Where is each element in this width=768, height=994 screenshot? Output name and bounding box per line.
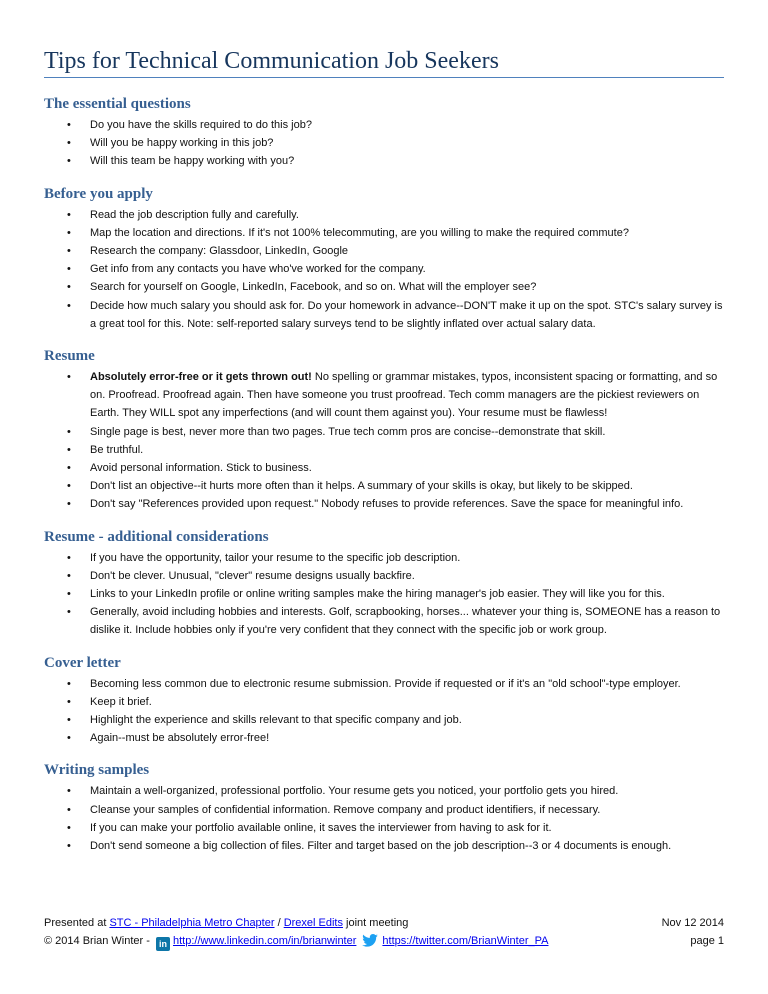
footer-row-1	[44, 914, 724, 932]
bullet-icon: •	[67, 714, 71, 727]
bullet-icon: •	[67, 785, 71, 798]
list-item-emphasis: Absolutely error-free or it gets thrown out!	[90, 371, 312, 384]
drexel-edits-link[interactable]: Drexel Edits	[283, 917, 343, 929]
bullet-list	[44, 368, 724, 514]
list-item-text: Don't say "References provided upon request." Nobody refuses to provide references. Save the space for meaningful info.	[90, 498, 684, 511]
list-item	[44, 206, 724, 224]
footer-separator: /	[274, 917, 284, 929]
list-item	[44, 368, 724, 423]
list-item	[44, 260, 724, 278]
section-heading: Cover letter	[44, 654, 121, 671]
twitter-url-link[interactable]: https://twitter.com/BrianWinter_PA	[382, 935, 549, 947]
list-item-text: Decide how much salary you should ask for. Do your homework in advance--DON'T make it up on the spot. STC's salary survey is a great tool for this. Note: self-reported salary surveys tend to be slightly inflated over actual salary data.	[90, 299, 723, 330]
footer	[44, 914, 724, 950]
list-item	[44, 549, 724, 567]
page-title: Tips for Technical Communication Job Seekers	[44, 47, 724, 78]
section-heading: Before you apply	[44, 185, 153, 202]
bullet-icon: •	[67, 245, 71, 258]
bullet-icon: •	[67, 462, 71, 475]
bullet-icon: •	[67, 569, 71, 582]
list-item	[44, 675, 724, 693]
bullet-icon: •	[67, 840, 71, 853]
list-item	[44, 152, 724, 170]
bullet-icon: •	[67, 803, 71, 816]
section-heading: The essential questions	[44, 96, 191, 112]
list-item	[44, 819, 724, 837]
section	[44, 347, 724, 514]
list-item	[44, 837, 724, 855]
list-item	[44, 585, 724, 603]
bullet-icon: •	[67, 226, 71, 239]
linkedin-url-link[interactable]: http://www.linkedin.com/in/brianwinter	[172, 935, 357, 947]
list-item	[44, 567, 724, 585]
bullet-icon: •	[67, 695, 71, 708]
bullet-icon: •	[67, 155, 71, 168]
list-item-text: Map the location and directions. If it's not 100% telecommuting, are you willing to make the required commute?	[90, 226, 629, 239]
list-item	[44, 423, 724, 441]
list-item	[44, 116, 724, 134]
list-item-text: Don't list an objective--it hurts more often than it helps. A summary of your skills is okay, but likely to be skipped.	[90, 480, 633, 493]
bullet-list	[44, 549, 724, 640]
bullet-list	[44, 206, 724, 333]
section	[44, 95, 724, 171]
section-heading: Resume	[44, 348, 95, 365]
bullet-icon: •	[67, 137, 71, 150]
bullet-icon: •	[67, 208, 71, 221]
bullet-icon: •	[67, 263, 71, 276]
list-item-text: No spelling or grammar mistakes, typos, inconsistent spacing or formatting, and so on. Proofread. Proofread again. Then have someone you trust proofread. Tech comm managers are the pickiest reviewers on Earth. They WILL spot any imperfections (and will count them against you). Your resume must be flawless!	[90, 371, 718, 420]
list-item-text: Avoid personal information. Stick to business.	[90, 462, 312, 475]
footer-presented-prefix: Presented at	[44, 917, 110, 929]
bullet-icon: •	[67, 119, 71, 131]
list-item-text: Read the job description fully and carefully.	[90, 208, 299, 221]
bullet-list	[44, 782, 724, 855]
bullet-list	[44, 675, 724, 748]
list-item-text: If you have the opportunity, tailor your resume to the specific job description.	[90, 551, 461, 564]
list-item-text: Research the company: Glassdoor, LinkedIn, Google	[90, 245, 349, 258]
list-item	[44, 242, 724, 260]
list-item	[44, 459, 724, 477]
list-item	[44, 729, 724, 747]
section	[44, 761, 724, 855]
bullet-icon: •	[67, 551, 71, 564]
list-item-text: Will you be happy working in this job?	[90, 137, 274, 150]
footer-row-2	[44, 932, 724, 950]
list-item-text: If you can make your portfolio available online, it saves the interviewer from having to ask for it.	[90, 821, 552, 834]
bullet-icon: •	[67, 281, 71, 294]
list-item-text: Becoming less common due to electronic resume submission. Provide if requested or if it's an "old school"-type employer.	[90, 677, 681, 690]
bullet-icon: •	[67, 606, 71, 619]
list-item-text: Single page is best, never more than two pages. True tech comm pros are concise--demonstrate that skill.	[90, 425, 606, 438]
content-body	[44, 95, 724, 869]
list-item-text: Don't be clever. Unusual, "clever" resume designs usually backfire.	[90, 569, 415, 582]
list-item-text: Search for yourself on Google, LinkedIn, Facebook, and so on. What will the employer see?	[90, 281, 537, 294]
linkedin-icon: in	[156, 937, 170, 951]
bullet-icon: •	[67, 425, 71, 438]
bullet-icon: •	[67, 677, 71, 690]
list-item	[44, 441, 724, 459]
bullet-icon: •	[67, 371, 71, 384]
bullet-icon: •	[67, 480, 71, 493]
list-item-text: Generally, avoid including hobbies and interests. Golf, scrapbooking, horses... whatever your thing is, SOMEONE has a reason to dislike it. Include hobbies only if you're very confident that they connect with the specific job or work group.	[90, 606, 721, 637]
list-item-text: Cleanse your samples of confidential information. Remove company and product identifiers, if necessary.	[90, 803, 601, 816]
section-heading: Writing samples	[44, 762, 150, 779]
list-item-text: Do you have the skills required to do this job?	[90, 119, 312, 131]
section	[44, 528, 724, 640]
bullet-icon: •	[67, 821, 71, 834]
footer-copyright: © 2014 Brian Winter -	[44, 935, 153, 947]
list-item	[44, 782, 724, 800]
list-item-text: Don't send someone a big collection of files. Filter and target based on the job description--3 or 4 documents is enough.	[90, 840, 672, 853]
list-item	[44, 495, 724, 513]
list-item-text: Links to your LinkedIn profile or online writing samples make the hiring manager's job easier. They will like you for this.	[90, 588, 665, 601]
bullet-icon: •	[67, 498, 71, 511]
bullet-icon: •	[67, 732, 71, 745]
list-item-text: Keep it brief.	[90, 695, 152, 708]
list-item	[44, 134, 724, 152]
bullet-icon: •	[67, 443, 71, 456]
bullet-list	[44, 116, 724, 171]
list-item-text: Maintain a well-organized, professional portfolio. Your resume gets you noticed, your portfolio gets you hired.	[90, 785, 619, 798]
list-item	[44, 297, 724, 333]
bullet-icon: •	[67, 299, 71, 312]
footer-presented-suffix: joint meeting	[342, 917, 409, 929]
list-item	[44, 711, 724, 729]
section	[44, 654, 724, 748]
list-item	[44, 603, 724, 639]
list-item-text: Again--must be absolutely error-free!	[90, 732, 270, 745]
twitter-icon	[362, 934, 378, 953]
list-item-text: Highlight the experience and skills relevant to that specific company and job.	[90, 714, 462, 727]
list-item-text: Get info from any contacts you have who've worked for the company.	[90, 263, 426, 276]
footer-date: Nov 12 2014	[661, 917, 724, 929]
bullet-icon: •	[67, 588, 71, 601]
footer-page-number: page 1	[690, 935, 724, 947]
stc-chapter-link[interactable]: STC - Philadelphia Metro Chapter	[109, 917, 275, 929]
list-item	[44, 693, 724, 711]
list-item	[44, 801, 724, 819]
section	[44, 185, 724, 333]
list-item	[44, 224, 724, 242]
list-item	[44, 278, 724, 296]
list-item-text: Be truthful.	[90, 443, 144, 456]
list-item-text: Will this team be happy working with you?	[90, 155, 295, 168]
list-item	[44, 477, 724, 495]
section-heading: Resume - additional considerations	[44, 528, 269, 545]
